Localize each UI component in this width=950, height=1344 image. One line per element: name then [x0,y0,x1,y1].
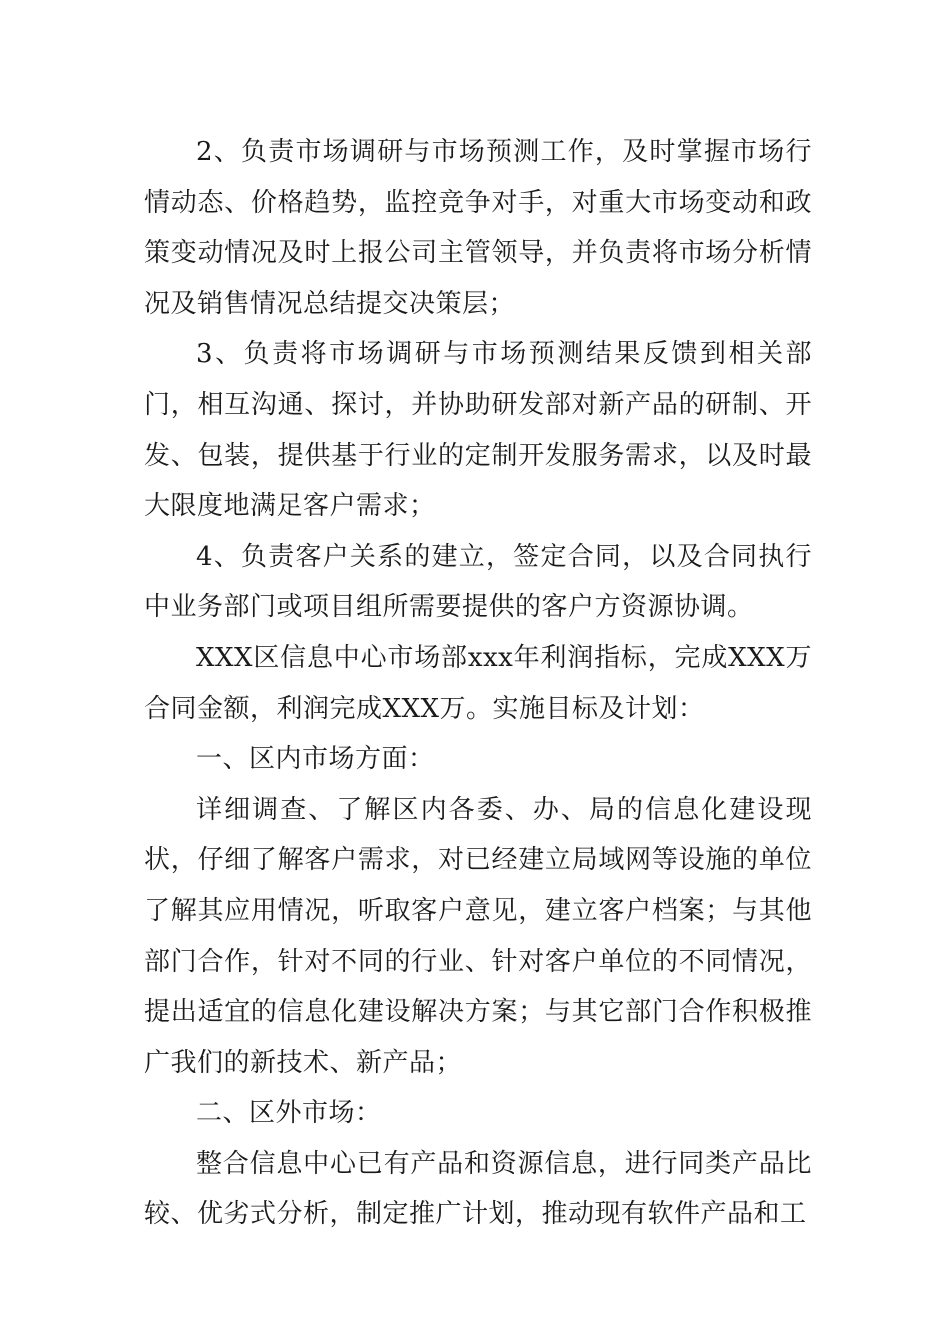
heading-internal-market: 一、区内市场方面： [196,744,435,775]
paragraph-duty-4: 4、负责客户关系的建立，签定合同，以及合同执行中业务部门或项目组所需要提供的客户方资源协调。 [144,541,812,623]
paragraph-duty-3: 3、负责将市场调研与市场预测结果反馈到相关部门，相互沟通、探讨，并协助研发部对新产品的研制、开发、包装，提供基于行业的定制开发服务需求，以及时最大限度地满足客户需求； [144,339,812,522]
heading-external-market: 二、区外市场： [196,1098,382,1129]
paragraph-profit-target: XXX区信息中心市场部xxx年利润指标，完成XXX万合同金额，利润完成XXX万。实施目标及计划： [144,642,812,724]
paragraph-duty-2: 2、负责市场调研与市场预测工作，及时掌握市场行情动态、价格趋势，监控竞争对手，对重大市场变动和政策变动情况及时上报公司主管领导，并负责将市场分析情况及销售情况总结提交决策层； [144,137,812,319]
paragraph-external-market: 整合信息中心已有产品和资源信息，进行同类产品比较、优劣式分析，制定推广计划，推动现有软件产品和工 [144,1148,812,1230]
paragraph-internal-market: 详细调查、了解区内各委、办、局的信息化建设现状，仔细了解客户需求，对已经建立局域网等设施的单位了解其应用情况，听取客户意见，建立客户档案；与其他部门合作，针对不同的行业、针对客户单位的不同情况，提出适宜的信息化建设解决方案；与其它部门合作积极推广我们的新技术、新产品； [144,794,812,1078]
document-body [144,127,812,1240]
